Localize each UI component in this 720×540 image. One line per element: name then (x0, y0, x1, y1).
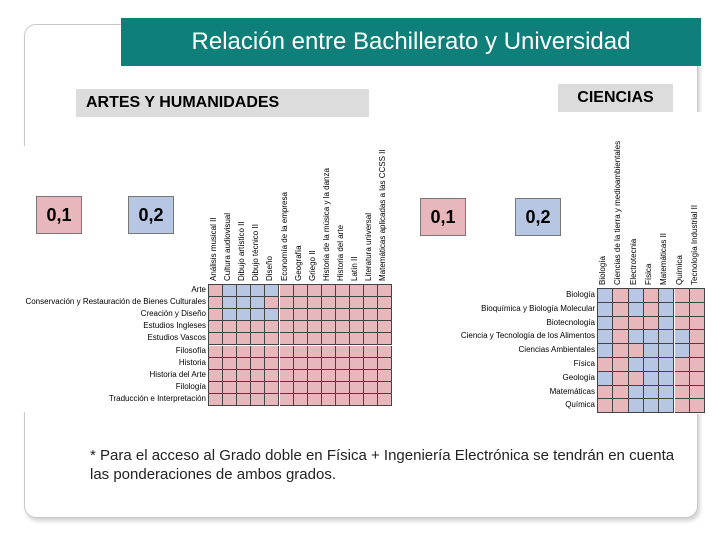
matrix-cell (644, 317, 659, 331)
matrix-cell (209, 321, 223, 333)
matrix-cell (336, 333, 350, 345)
matrix-cell (690, 372, 705, 386)
matrix-cell (237, 370, 251, 382)
matrix-cell (308, 333, 322, 345)
matrix-cell (251, 321, 265, 333)
matrix-cell (629, 386, 644, 400)
column-header: Diseño (265, 256, 275, 281)
matrix-cell (237, 346, 251, 358)
matrix-cell (675, 358, 690, 372)
matrix-cell (629, 317, 644, 331)
matrix-cell (644, 358, 659, 372)
matrix-cell (659, 399, 674, 413)
matrix-cell (223, 394, 237, 406)
column-header: Historia del arte (335, 224, 345, 281)
matrix-cell (644, 344, 659, 358)
matrix-cell (598, 344, 613, 358)
matrix-cell (629, 289, 644, 303)
matrix-cell (378, 321, 392, 333)
row-label: Arte (191, 285, 206, 295)
matrix-cell (598, 358, 613, 372)
column-header: Cultura audiovisual (223, 212, 233, 281)
matrix-cell (629, 358, 644, 372)
matrix-cell (690, 358, 705, 372)
matrix-cell (364, 321, 378, 333)
matrix-cell (294, 321, 308, 333)
matrix-cell (294, 309, 308, 321)
matrix-cell (675, 289, 690, 303)
matrix-cell (598, 317, 613, 331)
matrix-cell (598, 386, 613, 400)
row-label: Filosofía (175, 345, 206, 355)
matrix-cell (336, 358, 350, 370)
column-header: Literatura universal (364, 212, 374, 281)
matrix-cell (378, 297, 392, 309)
matrix-cell (613, 358, 628, 372)
matrix-cell (237, 394, 251, 406)
matrix-cell (659, 358, 674, 372)
matrix-cell (251, 297, 265, 309)
matrix-cell (308, 394, 322, 406)
column-header: Latín II (350, 256, 359, 281)
matrix-cell (237, 382, 251, 394)
column-header: Matemáticas II (659, 232, 669, 285)
matrix-cell (237, 285, 251, 297)
row-label: Historia del Arte (149, 369, 206, 379)
legend-blue-left: 0,2 (128, 196, 174, 234)
matrix-cell (350, 309, 364, 321)
matrix-cell (364, 333, 378, 345)
matrix-cell (364, 382, 378, 394)
matrix-cell (265, 297, 279, 309)
matrix-cell (336, 297, 350, 309)
left-grid (208, 284, 392, 406)
matrix-cell (251, 370, 265, 382)
matrix-cell (251, 358, 265, 370)
matrix-cell (613, 386, 628, 400)
matrix-cell (598, 399, 613, 413)
matrix-cell (644, 399, 659, 413)
matrix-cell (237, 309, 251, 321)
matrix-cell (322, 358, 336, 370)
column-header: Análisis musical II (209, 217, 218, 281)
matrix-cell (209, 297, 223, 309)
matrix-cell (265, 321, 279, 333)
column-header: Tecnología Industrial II (689, 204, 699, 285)
matrix-cell (364, 285, 378, 297)
matrix-cell (322, 382, 336, 394)
matrix-cell (336, 309, 350, 321)
matrix-cell (629, 372, 644, 386)
row-label: Ciencias Ambientales (518, 345, 595, 355)
matrix-cell (659, 289, 674, 303)
matrix-cell (364, 346, 378, 358)
matrix-cell (378, 394, 392, 406)
matrix-cell (209, 285, 223, 297)
matrix-cell (223, 309, 237, 321)
matrix-cell (364, 370, 378, 382)
row-label: Creación y Diseño (140, 309, 206, 319)
matrix-cell (364, 394, 378, 406)
matrix-cell (675, 330, 690, 344)
matrix-cell (675, 372, 690, 386)
matrix-cell (251, 346, 265, 358)
matrix-cell (308, 370, 322, 382)
matrix-cell (265, 394, 279, 406)
matrix-cell (223, 346, 237, 358)
section-label-artes: ARTES Y HUMANIDADES (76, 89, 369, 117)
row-label: Geología (562, 372, 595, 382)
matrix-cell (644, 330, 659, 344)
matrix-cell (378, 309, 392, 321)
matrix-cell (223, 297, 237, 309)
matrix-cell (280, 309, 294, 321)
matrix-cell (378, 285, 392, 297)
matrix-cell (209, 346, 223, 358)
matrix-cell (265, 370, 279, 382)
matrix-cell (613, 317, 628, 331)
matrix-cell (613, 399, 628, 413)
column-header: Dibujo técnico II (251, 224, 261, 281)
legend-pink-right: 0,1 (420, 198, 466, 236)
matrix-cell (209, 370, 223, 382)
matrix-cell (322, 346, 336, 358)
matrix-cell (598, 372, 613, 386)
matrix-cell (690, 330, 705, 344)
matrix-cell (629, 344, 644, 358)
matrix-cell (629, 399, 644, 413)
matrix-cell (209, 394, 223, 406)
matrix-cell (350, 321, 364, 333)
matrix-cell (629, 330, 644, 344)
matrix-cell (322, 321, 336, 333)
matrix-cell (322, 394, 336, 406)
column-header: Física (643, 263, 653, 285)
matrix-cell (308, 382, 322, 394)
matrix-cell (294, 370, 308, 382)
matrix-cell (336, 394, 350, 406)
matrix-cell (280, 346, 294, 358)
matrix-cell (280, 370, 294, 382)
row-label: Bioquímica y Biología Molecular (481, 303, 595, 313)
matrix-cell (350, 358, 364, 370)
matrix-cell (613, 303, 628, 317)
matrix-cell (223, 321, 237, 333)
matrix-cell (280, 394, 294, 406)
matrix-cell (322, 333, 336, 345)
row-label: Ciencia y Tecnología de los Alimentos (460, 331, 595, 341)
matrix-cell (251, 382, 265, 394)
legend-pink-left: 0,1 (36, 196, 82, 234)
row-label: Física (573, 358, 595, 368)
matrix-cell (209, 358, 223, 370)
column-header: Historia de la música y la danza (321, 168, 331, 281)
matrix-cell (251, 394, 265, 406)
matrix-cell (378, 370, 392, 382)
matrix-cell (237, 297, 251, 309)
matrix-cell (659, 344, 674, 358)
matrix-cell (613, 330, 628, 344)
matrix-cell (675, 399, 690, 413)
matrix-cell (336, 346, 350, 358)
matrix-cell (644, 303, 659, 317)
matrix-cell (280, 333, 294, 345)
column-header: Economía de la empresa (279, 192, 289, 281)
matrix-cell (659, 303, 674, 317)
column-header: Geografía (293, 245, 303, 281)
row-label: Biotecnología (546, 317, 595, 327)
matrix-cell (350, 394, 364, 406)
column-header: Biología (598, 256, 607, 285)
matrix-cell (308, 321, 322, 333)
matrix-cell (364, 358, 378, 370)
matrix-cell (223, 358, 237, 370)
matrix-cell (350, 382, 364, 394)
matrix-cell (690, 317, 705, 331)
matrix-cell (613, 289, 628, 303)
column-header: Electrotecnia (628, 238, 638, 285)
matrix-cell (644, 386, 659, 400)
matrix-cell (294, 394, 308, 406)
matrix-cell (350, 285, 364, 297)
matrix-cell (280, 321, 294, 333)
matrix-cell (209, 382, 223, 394)
column-header: Ciencias de la tierra y medioambientales (613, 140, 623, 285)
matrix-cell (280, 285, 294, 297)
matrix-cell (223, 382, 237, 394)
column-header: Dibujo artístico II (237, 221, 247, 281)
matrix-cell (251, 285, 265, 297)
matrix-cell (659, 372, 674, 386)
row-label: Filología (175, 381, 206, 391)
legend-blue-right: 0,2 (515, 198, 561, 236)
matrix-cell (209, 333, 223, 345)
title-text: Relación entre Bachillerato y Universidad (191, 28, 631, 55)
matrix-cell (265, 382, 279, 394)
matrix-cell (378, 358, 392, 370)
matrix-cell (308, 309, 322, 321)
matrix-cell (237, 333, 251, 345)
matrix-cell (644, 289, 659, 303)
matrix-cell (265, 333, 279, 345)
matrix-cell (336, 382, 350, 394)
matrix-cell (690, 399, 705, 413)
matrix-cell (690, 386, 705, 400)
matrix-cell (598, 289, 613, 303)
matrix-cell (280, 297, 294, 309)
matrix-cell (613, 372, 628, 386)
right-grid (597, 288, 705, 413)
matrix-cell (251, 333, 265, 345)
section-label-ciencias: CIENCIAS (558, 84, 673, 112)
matrix-cell (675, 386, 690, 400)
matrix-cell (675, 303, 690, 317)
row-label: Estudios Vascos (147, 333, 206, 343)
matrix-cell (690, 289, 705, 303)
column-header: Química (674, 255, 684, 285)
matrix-cell (237, 358, 251, 370)
matrix-cell (350, 333, 364, 345)
matrix-cell (294, 346, 308, 358)
matrix-cell (209, 309, 223, 321)
matrix-cell (336, 285, 350, 297)
matrix-cell (223, 370, 237, 382)
matrix-cell (322, 297, 336, 309)
matrix-cell (265, 309, 279, 321)
matrix-cell (350, 297, 364, 309)
matrix-cell (294, 358, 308, 370)
matrix-cell (265, 346, 279, 358)
matrix-cell (659, 317, 674, 331)
matrix-cell (598, 330, 613, 344)
footnote: * Para el acceso al Grado doble en Física + Ingeniería Electrónica se tendrán en cuenta las ponderaciones de ambos grados. (90, 447, 675, 483)
matrix-cell (280, 358, 294, 370)
matrix-cell (308, 297, 322, 309)
matrix-cell (675, 344, 690, 358)
matrix-cell (378, 333, 392, 345)
column-header: Griego II (307, 250, 317, 281)
matrix-cell (308, 285, 322, 297)
matrix-cell (350, 346, 364, 358)
matrix-cell (322, 285, 336, 297)
matrix-cell (613, 344, 628, 358)
matrix-cell (294, 382, 308, 394)
matrix-cell (659, 386, 674, 400)
matrix-cell (378, 382, 392, 394)
matrix-cell (336, 321, 350, 333)
row-label: Estudios Ingleses (143, 321, 206, 331)
matrix-cell (644, 372, 659, 386)
matrix-cell (280, 382, 294, 394)
matrix-cell (690, 344, 705, 358)
matrix-cell (294, 297, 308, 309)
matrix-cell (690, 303, 705, 317)
row-label: Matemáticas (549, 386, 595, 396)
matrix-cell (629, 303, 644, 317)
matrix-cell (265, 285, 279, 297)
matrix-cell (223, 333, 237, 345)
row-label: Conservación y Restauración de Bienes Culturales (25, 297, 206, 307)
matrix-cell (308, 358, 322, 370)
matrix-cell (223, 285, 237, 297)
row-label: Biología (566, 289, 595, 299)
column-header: Matemáticas aplicadas a las CCSS II (378, 149, 388, 281)
matrix-cell (237, 321, 251, 333)
matrix-cell (265, 358, 279, 370)
row-label: Traducción e Interpretación (108, 393, 206, 403)
matrix-cell (598, 303, 613, 317)
matrix-cell (294, 285, 308, 297)
matrix-cell (251, 309, 265, 321)
matrix-cell (675, 317, 690, 331)
matrix-cell (322, 370, 336, 382)
matrix-cell (659, 330, 674, 344)
matrix-cell (322, 309, 336, 321)
matrix-cell (364, 297, 378, 309)
matrix-cell (350, 370, 364, 382)
row-label: Historia (178, 357, 206, 367)
matrix-cell (378, 346, 392, 358)
matrix-cell (294, 333, 308, 345)
slide-title (121, 18, 701, 66)
row-label: Química (565, 400, 595, 410)
matrix-cell (308, 346, 322, 358)
matrix-cell (336, 370, 350, 382)
matrix-cell (364, 309, 378, 321)
